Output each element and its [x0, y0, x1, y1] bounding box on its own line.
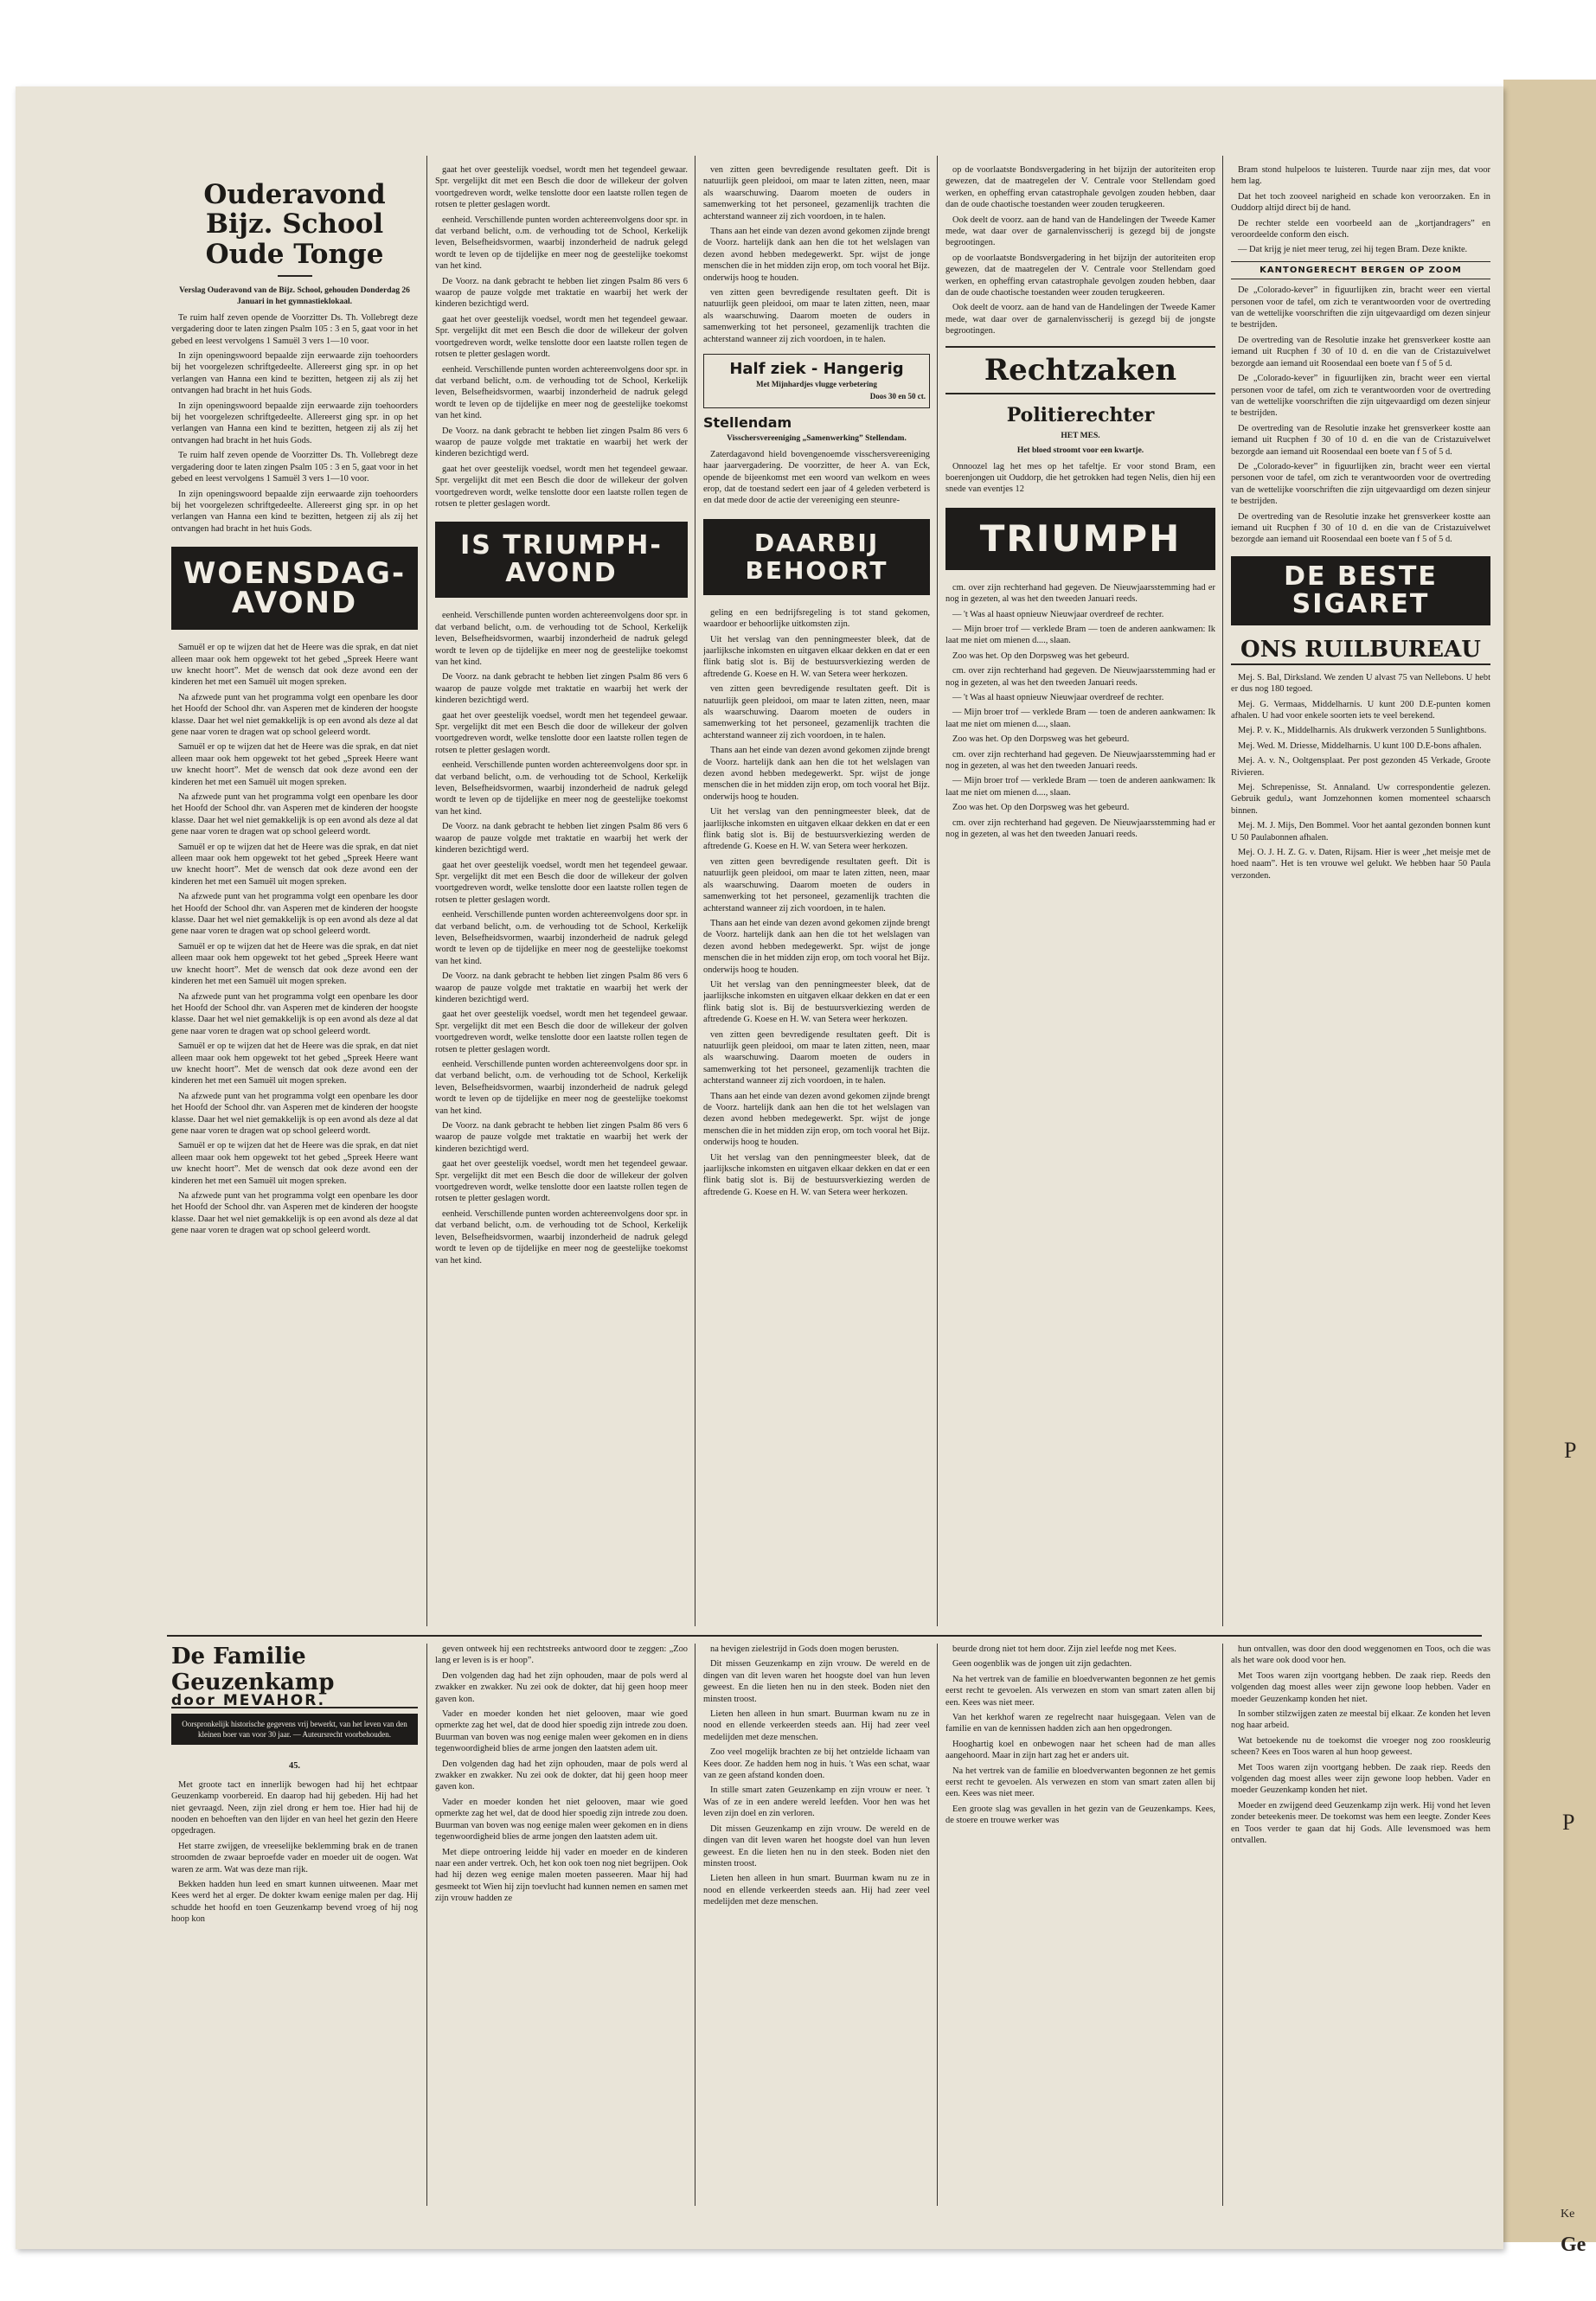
- paragraph: geven ontweek hij een rechtstreeks antwoord door te zeggen: „Zoo lang er leven is is er hoop”.: [435, 1644, 688, 1666]
- paragraph: Uit het verslag van den penningmeester bleek, dat de jaarlijksche inkomsten en uitgaven elkaar dekken en dat er een flink batig slot is. Bij de bestuursverkiezing werden de aftredende G. Koese en H. W. van Setera weer herkozen.: [703, 634, 930, 679]
- paragraph: cm. over zijn rechterhand had gegeven. De Nieuwjaarsstemming had er nog in gezeten, al was het den tweeden Januari reeds.: [945, 749, 1215, 771]
- feuilleton-col2: [435, 1644, 688, 2197]
- paragraph: Thans aan het einde van dezen avond gekomen zijnde brengt de Voorz. hartelijk dank aan hen die tot het welslagen van dezen avond hebben medegewerkt. Spr. wijst de jonge menschen die in het midden zijn erop, om toch vooral het Bijz. onderwijs hoog te houden.: [703, 1091, 930, 1148]
- paragraph: na hevigen zielestrijd in Gods doen mogen berusten.: [710, 1644, 900, 1654]
- paragraph: Zoo was het. Op den Dorpsweg was het gebeurd.: [952, 734, 1130, 745]
- newspaper-page: [16, 87, 1503, 2249]
- ad-price: Doos 30 en 50 ct.: [869, 391, 926, 401]
- paragraph: — 't Was al haast opnieuw Nieuwjaar overdreef de rechter.: [952, 609, 1164, 619]
- paragraph: Thans aan het einde van dezen avond gekomen zijnde brengt de Voorz. hartelijk dank aan hen die tot het welslagen van dezen avond hebben medegewerkt. Spr. wijst de jonge menschen die in het midden zijn erop, om toch vooral het Bijz. onderwijs hoog te houden.: [703, 746, 930, 802]
- triumph-avond-ad: IS TRIUMPH-AVOND: [435, 522, 688, 598]
- ad-headline: Half ziek - Hangerig: [729, 360, 904, 379]
- article-ouderavond: [171, 164, 418, 1626]
- paragraph: gaat het over geestelijk voedsel, wordt men het tegendeel gewaar. Spr. vergelijkt dit met een Besch die door de willekeur der golven voortgedreven wordt, welke tenslotte door een laatste rollen tegen de rotsen te pletter geslagen wordt.: [435, 314, 688, 360]
- case-subtitle: Het bloed stroomt voor een kwartje.: [1016, 446, 1144, 456]
- ruil-entry: Mej. M. J. Mijs, Den Bommel. Voor het aantal gezonden bonnen kunt U 50 Paulabonnen afhalen.: [1231, 821, 1490, 843]
- paragraph: De Voorz. na dank gebracht te hebben liet zingen Psalm 86 vers 6 waarop de pauze volgde met traktatie en waarbij het werk der kinderen bezichtigd werd.: [435, 672, 688, 706]
- paragraph: In zijn openingswoord bepaalde zijn eerwaarde zijn toehoorders bij het voorgelezen schriftgedeelte. Allereerst ging spr. in op het verlangen van Hanna een kind te bezitten, hetgeen zij als zij het ontvangen had bracht in het huis Gods.: [171, 401, 418, 445]
- article-subhead: Verslag Ouderavond van de Bijz. School, gehouden Donderdag 26 Januari in het gymnastieklokaal.: [179, 286, 410, 307]
- paragraph: Samuël er op te wijzen dat het de Heere was die sprak, en dat niet alleen maar ook hem opgewekt tot het gebed „Spreek Heere want uw knecht hoort”. Met de wensch dat ook deze avond een der kinderen het met een Samuël uit mogen spreken.: [171, 941, 418, 987]
- ad-line: SIGARET: [1292, 588, 1430, 619]
- column-rule: [937, 1644, 938, 2206]
- paragraph: Geen oogenblik was de jongen uit zijn gedachten.: [952, 1659, 1132, 1670]
- paragraph: Het starre zwijgen, de vreeselijke beklemming brak en de tranen stroomden de zwaar beproefde vader en moeder uit de oogen. Wat waren ze arm. Wat was deze man rijk.: [171, 1841, 418, 1875]
- adjacent-letter: P: [1562, 1810, 1575, 1835]
- paragraph: Samuël er op te wijzen dat het de Heere was die sprak, en dat niet alleen maar ook hem opgewekt tot het gebed „Spreek Heere want uw knecht hoort”. Met de wensch dat ook deze avond een der kinderen het met een Samuël uit mogen spreken.: [171, 1042, 418, 1086]
- paragraph: eenheid. Verschillende punten worden achtereenvolgens door spr. in dat verband belicht, o.m. de verhouding tot de School, Kerkelijk leven, Belsefheidsvormen, waarbij inzonderheid de nadruk gelegd wordt te leven op de tijdelijke en meer nog de geestelijke toekomst van het kind.: [435, 760, 688, 817]
- paragraph: Te ruim half zeven opende de Voorzitter Ds. Th. Vollebregt deze vergadering door te laten zingen Psalm 105 : 3 en 5, gaat voor in het gebed en leest vervolgens 1 Samuël 3 vers 1—10 voor.: [171, 312, 418, 346]
- adjacent-letter: Ge: [1561, 2234, 1586, 2256]
- paragraph: Vader en moeder konden het niet gelooven, maar wie goed opmerkte zag het wel, dat de dood hier spoedig zijn intrede zou doen. Buurman van boven was nog eenige malen weer gekomen en in diens tegenwoordigheid blies de arme jongen den laatsten adem uit.: [435, 1709, 688, 1754]
- paragraph: — Mijn broer trof — verklede Bram — toen de anderen aankwamen: Ik laat me niet om mienen d...., slaan.: [945, 624, 1215, 646]
- paragraph: De „Colorado-kever” in figuurlijken zin, bracht weer een viertal personen voor de tafel, om zich te verantwoorden voor de overtreding van de wettelijke voorschriften die zijn uitgevaardigd om dezen sinjeur te bestrijden.: [1231, 374, 1490, 419]
- paragraph: — Mijn broer trof — verklede Bram — toen de anderen aankwamen: Ik laat me niet om mienen d...., slaan.: [945, 708, 1215, 729]
- paragraph: ven zitten geen bevredigende resultaten geeft. Dit is natuurlijk geen pleidooi, om maar te laten zitten, neen, maar als waarschuwing. Daarom moeten de ouders in samenwerking tot het personeel, gezamenlijk trachten die achterstand wanneer zij zich voordoen, in te halen.: [703, 856, 930, 913]
- paragraph: geling en een bedrijfsregeling is tot stand gekomen, waardoor er behoorlijke uitkomsten zijn.: [703, 607, 930, 630]
- paragraph: Zaterdagavond hield bovengenoemde visschersvereeniging haar jaarvergadering. De voorzitter, de heer A. van Eck, opende de bijeenkomst met een woord van welkom en wees erop, dat de toestand sedert een jaar of 4 geleden verbeterd is en dat mede door de actie der vereeniging een steunre-: [703, 449, 930, 506]
- feuilleton-col5: [1231, 1644, 1490, 2197]
- paragraph: gaat het over geestelijk voedsel, wordt men het tegendeel gewaar. Spr. vergelijkt dit met een Besch die door de willekeur der golven voortgedreven wordt, welke tenslotte door een laatste rollen tegen de rotsen te pletter geslagen wordt.: [435, 710, 688, 755]
- paragraph: Uit het verslag van den penningmeester bleek, dat de jaarlijksche inkomsten en uitgaven elkaar dekken en dat er een flink batig slot is. Bij de bestuursverkiezing werden de aftredende G. Koese en H. W. van Setera weer herkozen.: [703, 979, 930, 1025]
- paragraph: Na afzwede punt van het programma volgt een openbare les door het Hoofd der School dhr. van Asperen met de kinderen der hoogste klasse. Daar het wel niet gemakkelijk is op een avond als deze al dat gene naar voren te dragen wat op school geleerd wordt.: [171, 1091, 418, 1136]
- paragraph: De overtreding van de Resolutie inzake het grensverkeer kostte aan iemand uit Rucphen f 30 of 10 d. en die van de Cristazuivelwet bezorgde aan iemand uit Roosendaal een boete van f 5 of 5 d.: [1231, 511, 1490, 545]
- paragraph: De „Colorado-kever” in figuurlijken zin, bracht weer een viertal personen voor de tafel, om zich te verantwoorden voor de overtreding van de wettelijke voorschriften die zijn uitgevaardigd om dezen sinjeur te bestrijden.: [1231, 461, 1490, 507]
- paragraph: eenheid. Verschillende punten worden achtereenvolgens door spr. in dat verband belicht, o.m. de verhouding tot de School, Kerkelijk leven, Belsefheidsvormen, waarbij inzonderheid de nadruk gelegd wordt te leven op de tijdelijke en meer nog de geestelijke toekomst van het kind.: [435, 910, 688, 966]
- paragraph: Hooghartig koel en onbewogen naar het scheen had de man alles aangehoord. Maar in zijn hart zag het er anders uit.: [945, 1739, 1215, 1761]
- paragraph: — Mijn broer trof — verklede Bram — toen de anderen aankwamen: Ik laat me niet om mienen d...., slaan.: [945, 776, 1215, 798]
- paragraph: Na afzwede punt van het programma volgt een openbare les door het Hoofd der School dhr. van Asperen met de kinderen der hoogste klasse. Daar het wel niet gemakkelijk is op een avond als deze al dat gene naar voren te dragen wat op school geleerd wordt.: [171, 892, 418, 937]
- paragraph: Na het vertrek van de familie en bloedverwanten begonnen ze het gemis eerst recht te gevoelen. Als verwezen en stom van smart zaten allen bij een. Kees was niet meer.: [945, 1674, 1215, 1708]
- paragraph: — Dat krijg je niet meer terug, zei hij tegen Bram. Deze knikte.: [1238, 245, 1468, 255]
- paragraph: In zijn openingswoord bepaalde zijn eerwaarde zijn toehoorders bij het voorgelezen schriftgedeelte. Allereerst ging spr. in op het verlangen van Hanna een kind te bezitten, hetgeen zij als zij het ontvangen had bracht in het huis Gods.: [171, 489, 418, 534]
- paragraph: Na het vertrek van de familie en bloedverwanten begonnen ze het gemis eerst recht te gevoelen. Als verwezen en stom van smart zaten allen bij een. Kees was niet meer.: [945, 1766, 1215, 1799]
- paragraph: Uit het verslag van den penningmeester bleek, dat de jaarlijksche inkomsten en uitgaven elkaar dekken en dat er een flink batig slot is. Bij de bestuursverkiezing werden de aftredende G. Koese en H. W. van Setera weer herkozen.: [703, 807, 930, 852]
- paragraph: — 't Was al haast opnieuw Nieuwjaar overdreef de rechter.: [952, 692, 1164, 702]
- paragraph: hun ontvallen, was door den dood weggenomen en Toos, och die was als het ware ook dood voor hen.: [1231, 1644, 1490, 1666]
- headline: Ouderavond Bijz. School: [203, 179, 386, 240]
- adjacent-letter: Ke: [1561, 2208, 1575, 2221]
- paragraph: Zoo veel mogelijk brachten ze bij het ontzielde lichaam van Kees door. Ze hadden hem nog in huis. 't Was een schat, waar van ze geen afstand konden doen.: [703, 1747, 930, 1781]
- ruil-entry: Mej. Wed. M. Driesse, Middelharnis. U kunt 100 D.E-bons afhalen.: [1238, 740, 1482, 751]
- dateline: Stellendam: [703, 413, 792, 431]
- paragraph: Bram stond hulpeloos te luisteren. Tuurde naar zijn mes, dat voor hem lag.: [1231, 165, 1490, 187]
- paragraph: gaat het over geestelijk voedsel, wordt men het tegendeel gewaar. Spr. vergelijkt dit met een Besch die door de willekeur der golven voortgedreven wordt, welke tenslotte door een laatste rollen tegen de rotsen te pletter geslagen wordt.: [435, 1159, 688, 1204]
- paragraph: cm. over zijn rechterhand had gegeven. De Nieuwjaarsstemming had er nog in gezeten, al was het den tweeden Januari reeds.: [945, 582, 1215, 605]
- feuilleton-col4: [945, 1644, 1215, 2197]
- paragraph: eenheid. Verschillende punten worden achtereenvolgens door spr. in dat verband belicht, o.m. de verhouding tot de School, Kerkelijk leven, Belsefheidsvormen, waarbij inzonderheid de nadruk gelegd wordt te leven op de tijdelijke en meer nog de geestelijke toekomst van het kind.: [435, 1060, 688, 1116]
- feuilleton-title: De Familie Geuzenkamp: [171, 1644, 335, 1695]
- paragraph: Na afzwede punt van het programma volgt een openbare les door het Hoofd der School dhr. van Asperen met de kinderen der hoogste klasse. Daar het wel niet gemakkelijk is op een avond als deze al dat gene naar voren te dragen wat op school geleerd wordt.: [171, 792, 418, 837]
- paragraph: Met diepe ontroering leidde hij vader en moeder en de kinderen naar een ander vertrek. Och, het kon ook toen nog niet begrijpen. Ook had hij dezen weg eenige malen moeten passeeren. Maar hij had gesmeekt tot Wien hij zijn toevlucht had kunnen nemen en samen met zijn vrouw hadden ze: [435, 1847, 688, 1904]
- paragraph: beurde drong niet tot hem door. Zijn ziel leefde nog met Kees.: [952, 1644, 1176, 1654]
- column-rule: [1222, 1644, 1223, 2206]
- paragraph: Onnoozel lag het mes op het tafeltje. Er voor stond Bram, een boerenjongen uit Ouddorp, die het getrokken had tegen Nelis, dien hij een snede van eventjes 12: [945, 461, 1215, 495]
- paragraph: In stille smart zaten Geuzenkamp en zijn vrouw er neer. 't Was of ze in een andere wereld leefden. Voor hen was het leven zijn doel en zin verloren.: [703, 1785, 930, 1819]
- paragraph: De Voorz. na dank gebracht te hebben liet zingen Psalm 86 vers 6 waarop de pauze volgde met traktatie en waarbij het werk der kinderen bezichtigd werd.: [435, 426, 688, 459]
- paragraph: Samuël er op te wijzen dat het de Heere was die sprak, en dat niet alleen maar ook hem opgewekt tot het gebed „Spreek Heere want uw knecht hoort”. Met de wensch dat ook deze avond een der kinderen het met een Samuël uit mogen spreken.: [171, 1141, 418, 1186]
- paragraph: De rechter stelde een voorbeeld aan de „kortjandragers” en veroordeelde conform den eisch.: [1231, 218, 1490, 240]
- ruil-entry: Mej. G. Vermaas, Middelharnis. U kunt 200 D.E-punten komen afhalen. U had voor enkele soorten iets te veel berekend.: [1231, 699, 1490, 721]
- paragraph: Den volgenden dag had het zijn ophouden, maar de pols werd al zwakker en zwakker. Nu zei ook de dokter, dat hij geen hoop meer gaven kon.: [435, 1670, 688, 1704]
- paragraph: Na afzwede punt van het programma volgt een openbare les door het Hoofd der School dhr. van Asperen met de kinderen der hoogste klasse. Daar het wel niet gemakkelijk is op een avond als deze al dat gene naar voren te dragen wat op school geleerd wordt.: [171, 692, 418, 737]
- article-continuation: [435, 164, 688, 1626]
- adjacent-page-edge: [1503, 80, 1596, 2256]
- ruil-entry: Mej. O. J. H. Z. G. v. Daten, Rijsam. Hier is weer „het meisje met de hoed naam”. Het is ten vrouwe wel gelukt. We hebben haar 50 Paula verzonden.: [1231, 848, 1490, 881]
- ruil-entry: Mej. Schrepenisse, St. Annaland. Uw correspondentie gelezen. Gebruik gedulد, want Jomzehonnen komen momenteel schaarsch binnen.: [1231, 783, 1490, 816]
- section-header: KANTONGERECHT BERGEN OP ZOOM: [1231, 261, 1490, 279]
- paragraph: Lieten hen alleen in hun smart. Buurman kwam nu ze in nood en ellende verkeerden steeds aan. Hij had zeer veel medelijden met deze menschen.: [703, 1874, 930, 1907]
- paragraph: Met Toos waren zijn voortgang hebben. De zaak riep. Reeds den volgenden dag moest alles weer zijn gewone loop hebben. Vader en moeder Geuzenkamp konden het niet.: [1231, 1762, 1490, 1796]
- paragraph: Bekken hadden hun leed en smart kunnen uitweenen. Maar met Kees werd het al erger. De dokter kwam eenige malen per dag. Hij schudde het hoofd en toen Geuzenkamp bevend vroeg of hij nog hoop kon: [171, 1880, 418, 1925]
- paragraph: gaat het over geestelijk voedsel, wordt men het tegendeel gewaar. Spr. vergelijkt dit met een Besch die door de willekeur der golven voortgedreven wordt, welke tenslotte door een laatste rollen tegen de rotsen te pletter geslagen wordt.: [435, 860, 688, 905]
- article-rechtzaken: [945, 164, 1215, 1626]
- paragraph: Ook deelt de voorz. aan de hand van de Handelingen der Tweede Kamer mede, wat daar over de garnalenvisscherij is gezegd bij de jongste begrootingen.: [945, 303, 1215, 336]
- paragraph: Na afzwede punt van het programma volgt een openbare les door het Hoofd der School dhr. van Asperen met de kinderen der hoogste klasse. Daar het wel niet gemakkelijk is op een avond als deze al dat gene naar voren te dragen wat op school geleerd wordt.: [171, 991, 418, 1036]
- paragraph: De „Colorado-kever” in figuurlijken zin, bracht weer een viertal personen voor de tafel, om zich te verantwoorden voor de overtreding van de wettelijke voorschriften die zijn uitgevaardigd om dezen sinjeur te bestrijden.: [1231, 285, 1490, 330]
- feuilleton-blurb: Oorspronkelijk historische gegevens vrij bewerkt, van het leven van den kleinen boer van voor 30 jaar. — Auteursrecht voorbehouden.: [171, 1714, 418, 1745]
- title-rule: [278, 275, 312, 277]
- feuilleton-author: door MEVAHOR.: [171, 1695, 418, 1708]
- paragraph: Thans aan het einde van dezen avond gekomen zijnde brengt de Voorz. hartelijk dank aan hen die tot het welslagen van dezen avond hebben medegewerkt. Spr. wijst de jonge menschen die in het midden zijn erop, om toch vooral het Bijz. onderwijs hoog te houden.: [703, 227, 930, 283]
- paragraph: eenheid. Verschillende punten worden achtereenvolgens door spr. in dat verband belicht, o.m. de verhouding tot de School, Kerkelijk leven, Belsefheidsvormen, waarbij inzonderheid de nadruk gelegd wordt te leven op de tijdelijke en meer nog de geestelijke toekomst van het kind.: [435, 611, 688, 667]
- paragraph: Samuël er op te wijzen dat het de Heere was die sprak, en dat niet alleen maar ook hem opgewekt tot het gebed „Spreek Heere want uw knecht hoort”. Met de wensch dat ook deze avond een der kinderen het met een Samuël uit mogen spreken.: [171, 842, 418, 887]
- column-rule: [426, 1644, 427, 2206]
- ad-line: DE BESTE: [1284, 561, 1438, 592]
- paragraph: eenheid. Verschillende punten worden achtereenvolgens door spr. in dat verband belicht, o.m. de verhouding tot de School, Kerkelijk leven, Belsefheidsvormen, waarbij inzonderheid de nadruk gelegd wordt te leven op de tijdelijke en meer nog de geestelijke toekomst van het kind.: [435, 1208, 688, 1266]
- paragraph: De Voorz. na dank gebracht te hebben liet zingen Psalm 86 vers 6 waarop de pauze volgde met traktatie en waarbij het werk der kinderen bezichtigd werd.: [435, 1121, 688, 1154]
- paragraph: Dat het toch zooveel narigheid en schade kon veroorzaken. En in Ouddorp altijd direct bij de hand.: [1231, 191, 1490, 214]
- column-rule: [1222, 156, 1223, 1626]
- ad-text: Met Mijnhardjes vlugge verbetering: [756, 380, 877, 389]
- paragraph: Dit missen Geuzenkamp en zijn vrouw. De wereld en de dingen van dit leven waren het hoogste doel van hun leven geweest. En die lieten hen nu in den steek. Boden niet den minsten troost.: [703, 1823, 930, 1868]
- paragraph: Met groote tact en innerlijk bewogen had hij het echtpaar Geuzenkamp voorbereid. En daarop had hij gebeden. Hij had het niet gevraagd. Neen, zijn ziel drong er hem toe. Hier had hij de nooden en behoeften van den lijder en van heel het gezin den Heere opgedragen.: [171, 1779, 418, 1836]
- paragraph: De overtreding van de Resolutie inzake het grensverkeer kostte aan iemand uit Rucphen f 30 of 10 d. en die van de Cristazuivelwet bezorgde aan iemand uit Roosendaal een boete van f 5 of 5 d.: [1231, 335, 1490, 369]
- ruilbureau-title: ONS RUILBUREAU: [1231, 636, 1490, 665]
- rechtzaken-header: [945, 346, 1215, 394]
- ruil-entry: Mej. P. v. K., Middelharnis. Als drukwerk verzonden 5 Sunlightbons.: [1238, 726, 1487, 736]
- paragraph: Vader en moeder konden het niet gelooven, maar wie goed opmerkte zag het wel, dat de dood hier spoedig zijn intrede zou doen. Buurman van boven was nog eenige malen weer gekomen en in diens tegenwoordigheid blies de arme jongen den laatsten adem uit.: [435, 1797, 688, 1843]
- paragraph: op de voorlaatste Bondsvergadering in het bijzijn der autoriteiten erop gewezen, dat de maatregelen der V. Centrale voor Stellendam goed werken, en opheffing ervan catastrophale gevolgen zouden hebben, daar dan de oude chaotische toestanden weer zouden terugkeeren.: [945, 253, 1215, 298]
- section-divider: [167, 1635, 1482, 1637]
- paragraph: In somber stilzwijgen zaten ze meestal bij elkaar. Ze konden het leven nog haar arbeid.: [1231, 1709, 1490, 1731]
- paragraph: Zoo was het. Op den Dorpsweg was het gebeurd.: [952, 803, 1130, 813]
- paragraph: De Voorz. na dank gebracht te hebben liet zingen Psalm 86 vers 6 waarop de pauze volgde met traktatie en waarbij het werk der kinderen bezichtigd werd.: [435, 971, 688, 1004]
- article-subhead: Visschersvereeniging „Samenwerking” Stellendam.: [727, 434, 907, 444]
- paragraph: Samuël er op te wijzen dat het de Heere was die sprak, en dat niet alleen maar ook hem opgewekt tot het gebed „Spreek Heere want uw knecht hoort”. Met de wensch dat ook deze avond een der kinderen het met een Samuël uit mogen spreken.: [171, 742, 418, 787]
- ruil-entry: Mej. S. Bal, Dirksland. We zenden U alvast 75 van Nellebons. U hebt er dus nog 180 tegoed.: [1231, 672, 1490, 695]
- paragraph: Den volgenden dag had het zijn ophouden, maar de pols werd al zwakker en zwakker. Nu zei ook de dokter, dat hij geen hoop meer gaven kon.: [435, 1759, 688, 1792]
- paragraph: gaat het over geestelijk voedsel, wordt men het tegendeel gewaar. Spr. vergelijkt dit met een Besch die door de willekeur der golven voortgedreven wordt, welke tenslotte door een laatste rollen tegen de rotsen te pletter geslagen wordt.: [435, 464, 688, 509]
- paragraph: Van het kerkhof waren ze regelrecht naar huisgegaan. Velen van de familie en van de kennissen hadden zich aan hen opgedrongen.: [945, 1713, 1215, 1734]
- paragraph: ven zitten geen bevredigende resultaten geeft. Dit is natuurlijk geen pleidooi, om maar te laten zitten, neen, maar als waarschuwing. Daarom moeten de ouders in samenwerking tot het personeel, gezamenlijk trachten die achterstand wanneer zij zich voordoen, in te halen.: [703, 288, 930, 344]
- paragraph: Moeder en zwijgend deed Geuzenkamp zijn werk. Hij vond het leven zonder beteekenis meer. De toekomst was hem een leegte. Zonder Kees en Toos verder te gaan dat hij Gods. Alle levensmoed was hem ontvallen.: [1231, 1800, 1490, 1846]
- triumph-ad: TRIUMPH: [945, 508, 1215, 570]
- feuilleton-col3: [703, 1644, 930, 2197]
- paragraph: eenheid. Verschillende punten worden achtereenvolgens door spr. in dat verband belicht, o.m. de verhouding tot de School, Kerkelijk leven, Belsefheidsvormen, waarbij inzonderheid de nadruk gelegd wordt te leven op de tijdelijke en meer nog de geestelijke toekomst van het kind.: [435, 364, 688, 421]
- section-title: Rechtzaken: [984, 352, 1177, 388]
- feuilleton-col1: [171, 1644, 418, 2197]
- paragraph: De overtreding van de Resolutie inzake het grensverkeer kostte aan iemand uit Rucphen f 30 of 10 d. en die van de Cristazuivelwet bezorgde aan iemand uit Roosendaal een boete van f 5 of 5 d.: [1231, 423, 1490, 457]
- paragraph: eenheid. Verschillende punten worden achtereenvolgens door spr. in dat verband belicht, o.m. de verhouding tot de School, Kerkelijk leven, Belsefheidsvormen, waarbij inzonderheid de nadruk gelegd wordt te leven op de tijdelijke en meer nog de geestelijke toekomst van het kind.: [435, 215, 688, 272]
- sigaret-ad: [1231, 556, 1490, 625]
- paragraph: Ook deelt de voorz. aan de hand van de Handelingen der Tweede Kamer mede, wat daar over de garnalenvisscherij is gezegd bij de jongste begrootingen.: [945, 215, 1215, 248]
- adjacent-letter: P: [1564, 1438, 1577, 1463]
- paragraph: Zoo was het. Op den Dorpsweg was het gebeurd.: [952, 651, 1130, 661]
- daarbij-behoort-ad: DAARBIJ BEHOORT: [703, 519, 930, 595]
- paragraph: cm. over zijn rechterhand had gegeven. De Nieuwjaarsstemming had er nog in gezeten, al was het den tweeden Januari reeds.: [945, 666, 1215, 688]
- column-rule: [937, 156, 938, 1626]
- column-rule: [426, 156, 427, 1626]
- half-ziek-ad: [703, 354, 930, 408]
- article-stellendam: [703, 164, 930, 1626]
- woensdag-avond-ad: WOENSDAG-AVOND: [171, 547, 418, 630]
- paragraph: Lieten hen alleen in hun smart. Buurman kwam nu ze in nood en ellende verkeerden steeds aan. Hij had zeer veel medelijden met deze menschen.: [703, 1709, 930, 1742]
- paragraph: De Voorz. na dank gebracht te hebben liet zingen Psalm 86 vers 6 waarop de pauze volgde met traktatie en waarbij het werk der kinderen bezichtigd werd.: [435, 276, 688, 310]
- paragraph: Wat betoekende nu de toekomst die vroeger nog zoo rooskleurig scheen? Kees en Toos waren al hun hoop geweest.: [1231, 1735, 1490, 1758]
- paragraph: De Voorz. na dank gebracht te hebben liet zingen Psalm 86 vers 6 waarop de pauze volgde met traktatie en waarbij het werk der kinderen bezichtigd werd.: [435, 822, 688, 856]
- paragraph: Met Toos waren zijn voortgang hebben. De zaak riep. Reeds den volgenden dag moest alles weer zijn gewone loop hebben. Vader en moeder Geuzenkamp konden het niet.: [1231, 1670, 1490, 1704]
- ruil-entry: Mej. A. v. N., Ooltgensplaat. Per post gezonden 45 Verkade, Groote Rivieren.: [1231, 756, 1490, 778]
- paragraph: gaat het over geestelijk voedsel, wordt men het tegendeel gewaar. Spr. vergelijkt dit met een Besch die door de willekeur der golven voortgedreven wordt, welke tenslotte door een laatste rollen tegen de rotsen te pletter geslagen wordt.: [435, 1009, 688, 1054]
- paragraph: cm. over zijn rechterhand had gegeven. De Nieuwjaarsstemming had er nog in gezeten, al was het den tweeden Januari reeds.: [945, 817, 1215, 840]
- paragraph: ven zitten geen bevredigende resultaten geeft. Dit is natuurlijk geen pleidooi, om maar te laten zitten, neen, maar als waarschuwing. Daarom moeten de ouders in samenwerking tot het personeel, gezamenlijk trachten die achterstand wanneer zij zich voordoen, in te halen.: [703, 1029, 930, 1086]
- paragraph: Een groote slag was gevallen in het gezin van de Geuzenkamps. Kees, de stoere en trouwe werker was: [945, 1804, 1215, 1826]
- paragraph: Dit missen Geuzenkamp en zijn vrouw. De wereld en de dingen van dit leven waren het hoogste doel van hun leven geweest. En die lieten hen nu in den steek. Boden niet den minsten troost.: [703, 1659, 930, 1704]
- paragraph: ven zitten geen bevredigende resultaten geeft. Dit is natuurlijk geen pleidooi, om maar te laten zitten, neen, maar als waarschuwing. Daarom moeten de ouders in samenwerking tot het personeel, gezamenlijk trachten die achterstand wanneer zij zich voordoen, in te halen.: [703, 684, 930, 740]
- paragraph: Thans aan het einde van dezen avond gekomen zijnde brengt de Voorz. hartelijk dank aan hen die tot het welslagen van dezen avond hebben medegewerkt. Spr. wijst de jonge menschen die in het midden zijn erop, om toch vooral het Bijz. onderwijs hoog te houden.: [703, 918, 930, 975]
- headline-sub: Oude Tonge: [205, 239, 384, 270]
- paragraph: Samuël er op te wijzen dat het de Heere was die sprak, en dat niet alleen maar ook hem opgewekt tot het gebed „Spreek Heere want uw knecht hoort”. Met de wensch dat ook deze avond een der kinderen het met een Samuël uit mogen spreken.: [171, 643, 418, 688]
- paragraph: Uit het verslag van den penningmeester bleek, dat de jaarlijksche inkomsten en uitgaven elkaar dekken en dat er een flink batig slot is. Bij de bestuursverkiezing werden de aftredende G. Koese en H. W. van Setera weer herkozen.: [703, 1152, 930, 1197]
- paragraph: gaat het over geestelijk voedsel, wordt men het tegendeel gewaar. Spr. vergelijkt dit met een Besch die door de willekeur der golven voortgedreven wordt, welke tenslotte door een laatste rollen tegen de rotsen te pletter geslagen wordt.: [435, 165, 688, 210]
- paragraph: In zijn openingswoord bepaalde zijn eerwaarde zijn toehoorders bij het voorgelezen schriftgedeelte. Allereerst ging spr. in op het verlangen van Hanna een kind te bezitten, hetgeen zij als zij het ontvangen had bracht in het huis Gods.: [171, 351, 418, 396]
- paragraph: op de voorlaatste Bondsvergadering in het bijzijn der autoriteiten erop gewezen, dat de maatregelen der V. Centrale voor Stellendam goed werken, en opheffing ervan catastrophale gevolgen zouden hebben, daar dan de oude chaotische toestanden weer zouden terugkeeren.: [945, 165, 1215, 210]
- paragraph: Na afzwede punt van het programma volgt een openbare les door het Hoofd der School dhr. van Asperen met de kinderen der hoogste klasse. Daar het wel niet gemakkelijk is op een avond als deze al dat gene naar voren te dragen wat op school geleerd wordt.: [171, 1191, 418, 1236]
- installment-number: 45.: [289, 1761, 300, 1772]
- paragraph: ven zitten geen bevredigende resultaten geeft. Dit is natuurlijk geen pleidooi, om maar te laten zitten, neen, maar als waarschuwing. Daarom moeten de ouders in samenwerking tot het personeel, gezamenlijk trachten die achterstand wanneer zij zich voordoen, in te halen.: [703, 165, 930, 221]
- article-kantongerecht: [1231, 164, 1490, 1626]
- subsection-title: Politierechter: [1006, 403, 1155, 426]
- case-title: HET MES.: [1061, 431, 1100, 440]
- paragraph: Te ruim half zeven opende de Voorzitter Ds. Th. Vollebregt deze vergadering door te laten zingen Psalm 105 : 3 en 5, gaat voor in het gebed en leest vervolgens 1 Samuël 3 vers 1—10 voor.: [171, 451, 418, 484]
